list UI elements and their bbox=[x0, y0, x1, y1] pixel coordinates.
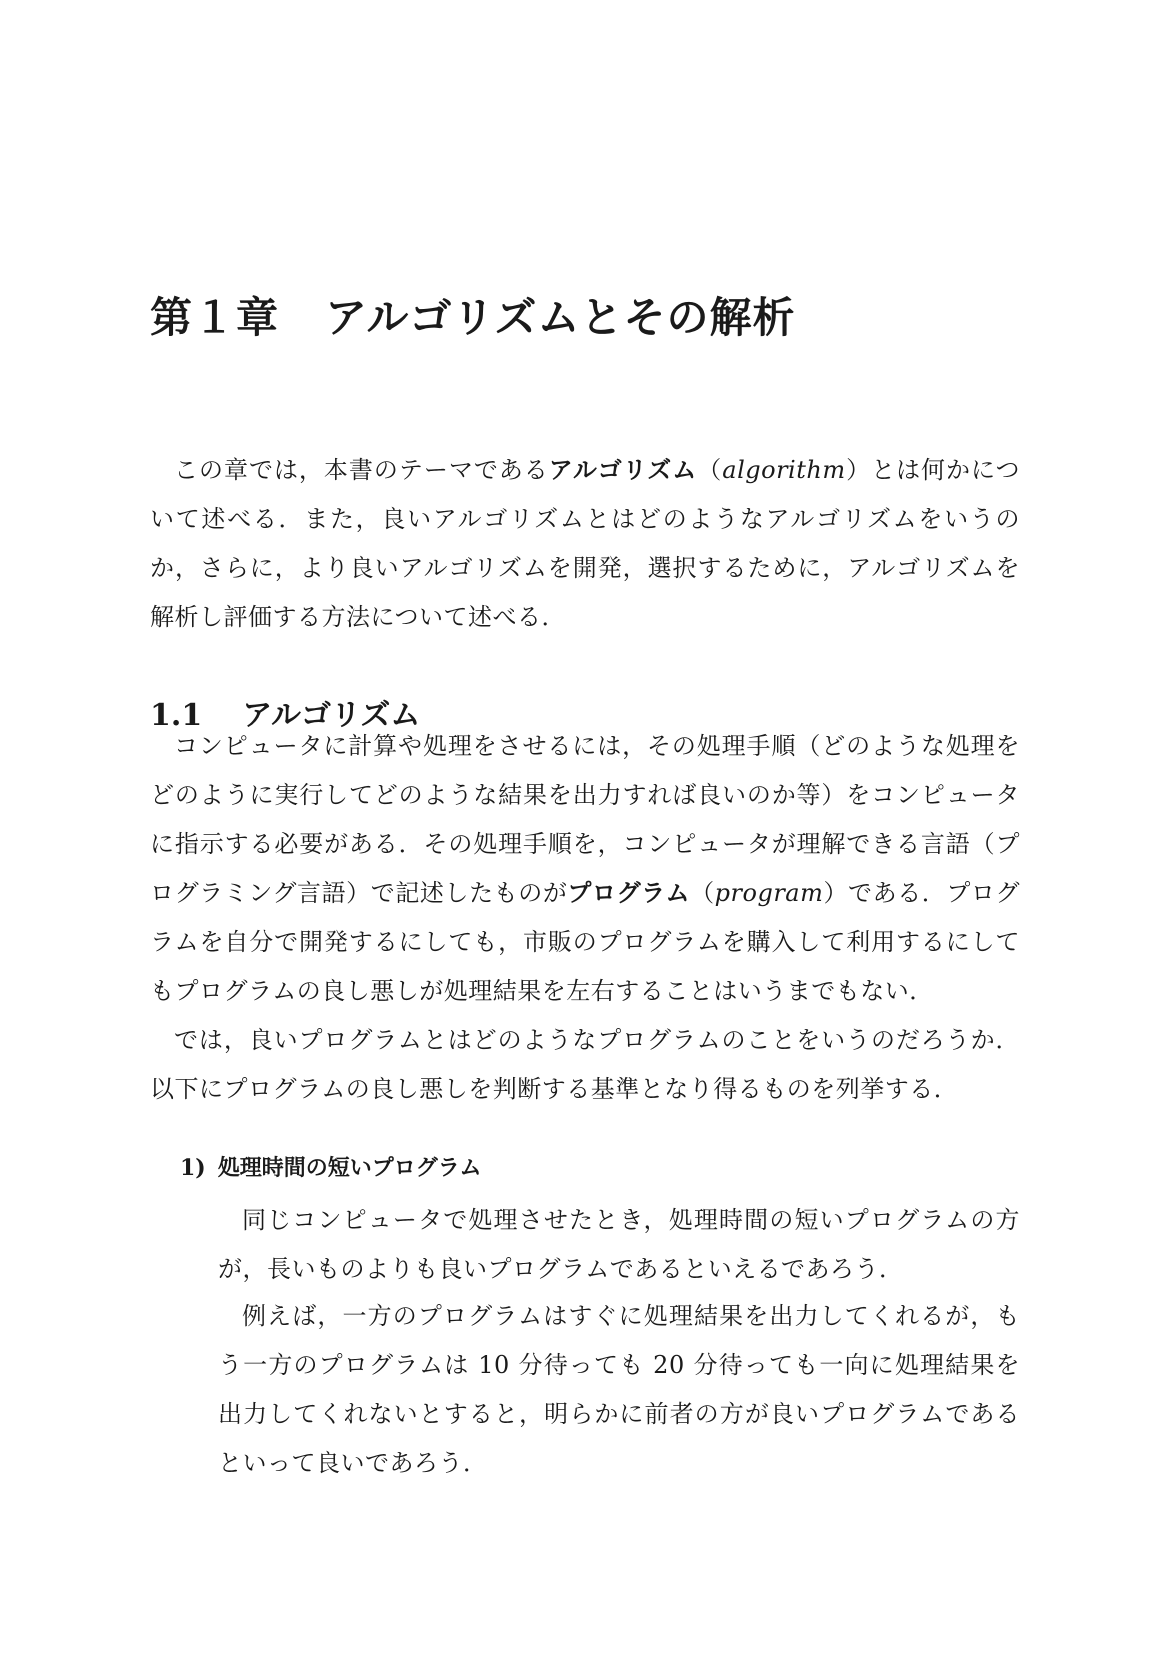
intro-close-paren: ） bbox=[845, 456, 872, 484]
chapter-number: 第１章 bbox=[150, 293, 280, 342]
list-item-title-text: 処理時間の短いプログラム bbox=[217, 1156, 482, 1181]
section-para1-text-2: である．プログラムを自分で開発するにしても，市販のプログラムを購入して利用するにしてもプログラムの良し悪しが処理結果を左右することはいうまでもない． bbox=[150, 879, 1021, 1005]
section-paragraph-1 bbox=[150, 722, 1020, 1016]
intro-keyword: アルゴリズム bbox=[548, 456, 698, 484]
section-number: 1.1 bbox=[150, 698, 203, 733]
list-item-number: 1) bbox=[180, 1155, 206, 1181]
chapter-title-text: アルゴリズムとその解析 bbox=[325, 293, 796, 342]
section-title-text: アルゴリズム bbox=[242, 698, 421, 733]
intro-paragraph bbox=[150, 446, 1020, 642]
list-item-paragraph-2: 例えば，一方のプログラムはすぐに処理結果を出力してくれるが，もう一方のプログラムは 10 分待っても 20 分待っても一向に処理結果を出力してくれないとすると，明らかに前者の方が良いプログラムであるといって良いであろう． bbox=[218, 1302, 1020, 1477]
section-para1-english-term: program bbox=[714, 879, 824, 907]
intro-text-1: この章では，本書のテーマである bbox=[174, 456, 549, 484]
section-para1-keyword: プログラム bbox=[567, 879, 691, 907]
section-para1-close-paren: ） bbox=[823, 879, 849, 907]
intro-english-term: algorithm bbox=[722, 456, 846, 484]
section-para1-text-1: コンピュータに計算や処理をさせるには，その処理手順（どのような処理をどのように実行してどのような結果を出力すれば良いのか等）をコンピュータに指示する必要がある．その処理手順を，コンピュータが理解できる言語（プログラミング言語）で記述したものが bbox=[150, 732, 1020, 907]
intro-open-paren: （ bbox=[697, 456, 723, 484]
list-item-paragraph-1: 同じコンピュータで処理させたとき，処理時間の短いプログラムの方が，長いものよりも良いプログラムであるといえるであろう． bbox=[218, 1206, 1020, 1283]
section-para1-open-paren: （ bbox=[690, 879, 715, 907]
section-paragraph-2: では，良いプログラムとはどのようなプログラムのことをいうのだろうか．以下にプログラムの良し悪しを判断する基準となり得るものを列挙する． bbox=[150, 1026, 1020, 1103]
intro-text-2: とは何かについて述べる．また，良いアルゴリズムとはどのようなアルゴリズムをいうのか，さらに，より良いアルゴリズムを開発，選択するために，アルゴリズムを解析し評価する方法について述べる． bbox=[150, 456, 1021, 631]
chapter-title bbox=[150, 290, 796, 346]
list-item-heading bbox=[180, 1152, 482, 1185]
